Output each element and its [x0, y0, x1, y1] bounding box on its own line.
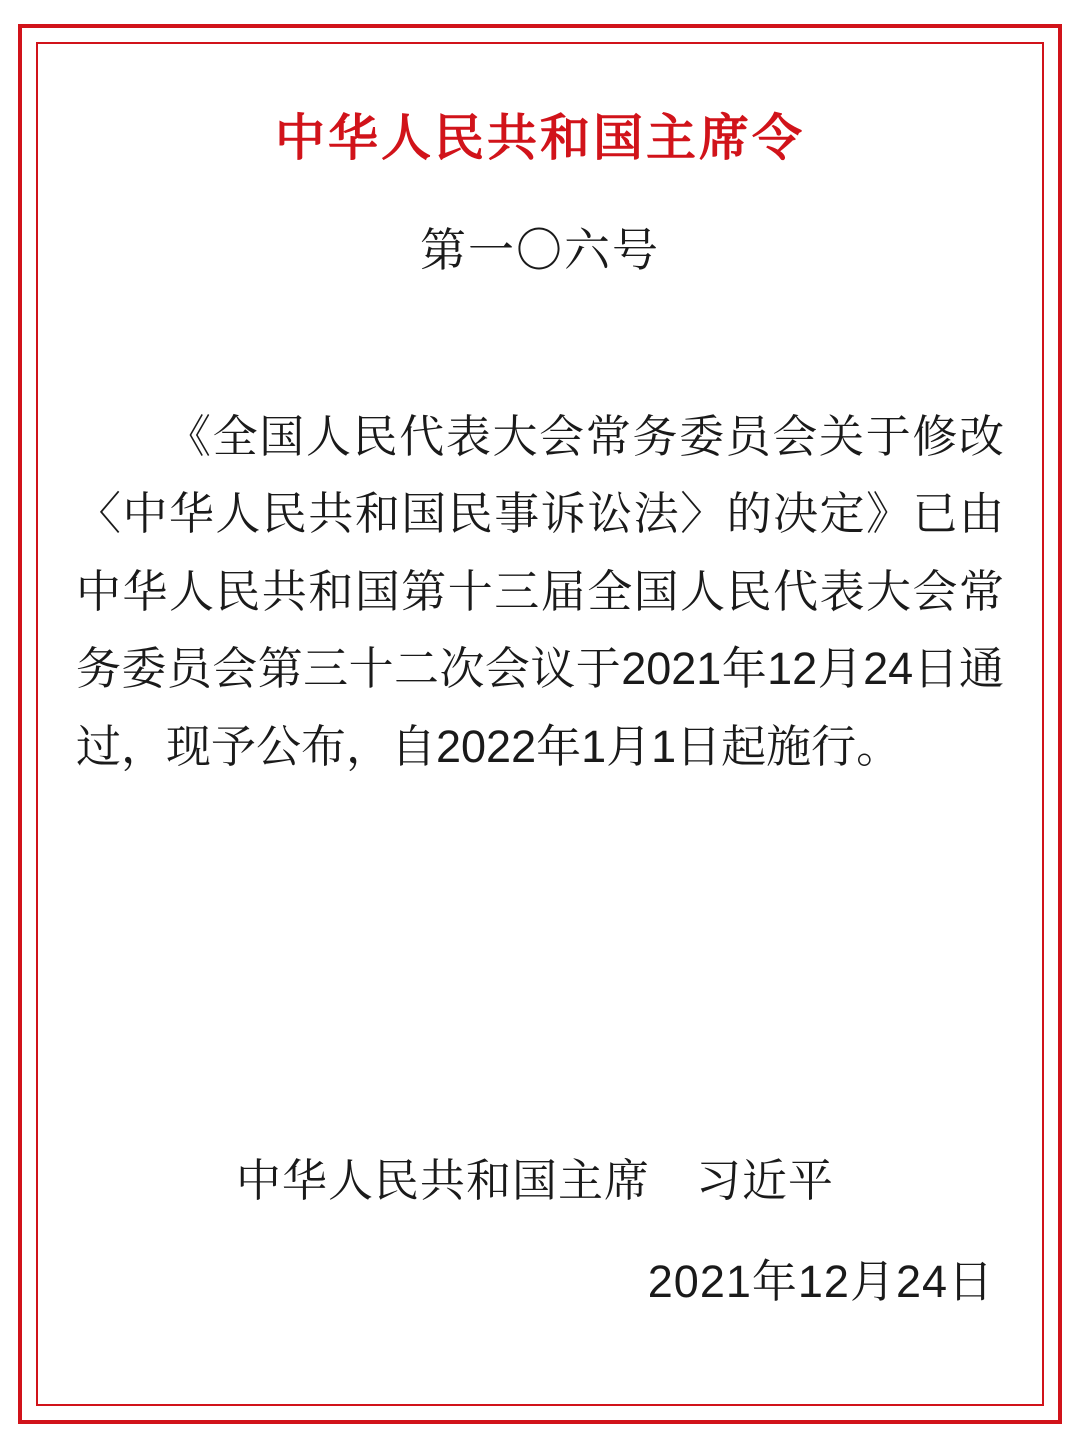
- order-number: 第一〇六号: [420, 224, 660, 276]
- signature-date: 2021年12月24日: [647, 1256, 994, 1307]
- signature-block: [70, 1144, 1010, 1310]
- signer-name: 习近平: [696, 1155, 835, 1206]
- signer-line: [70, 1144, 1010, 1209]
- document-body-text: 《全国人民代表大会常务委员会关于修改〈中华人民共和国民事诉讼法〉的决定》已由中华人民共和国第十三届全国人民代表大会常务委员会第三十二次会议于2021年12月24日通过，现予公布，自2022年1月1日起施行。: [76, 411, 1004, 772]
- page-title: 中华人民共和国主席令: [275, 110, 805, 166]
- signer-title-label: 中华人民共和国主席: [235, 1155, 650, 1206]
- document-content: [70, 60, 1010, 1388]
